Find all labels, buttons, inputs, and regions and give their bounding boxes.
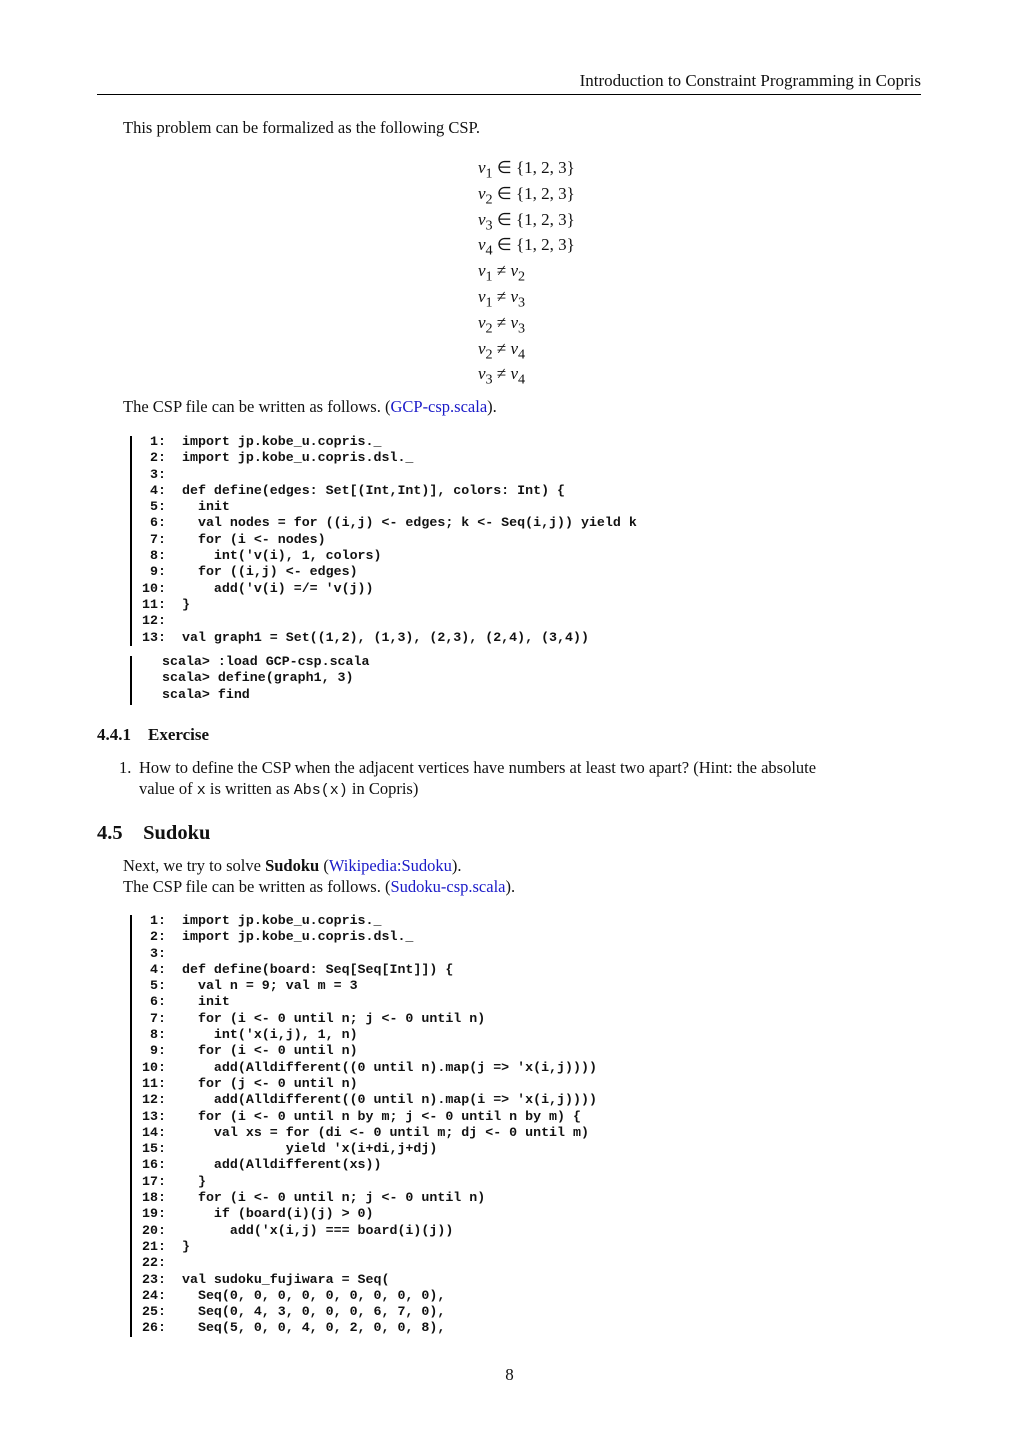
code-line bbox=[130, 1125, 597, 1141]
code-text: val sudoku_fujiwara = Seq( bbox=[182, 1271, 390, 1287]
csp-token: v bbox=[478, 312, 486, 332]
code-line bbox=[130, 946, 597, 962]
gcp-code-listing bbox=[130, 434, 637, 646]
line-number: 1: bbox=[150, 434, 166, 449]
code-text: for ((i,j) <- edges) bbox=[182, 564, 358, 580]
code-line bbox=[130, 1288, 597, 1304]
code-text: import jp.kobe_u.copris._ bbox=[182, 434, 382, 449]
code-text: } bbox=[182, 1173, 206, 1189]
code-line bbox=[130, 929, 597, 945]
line-number: 25: bbox=[142, 1304, 166, 1320]
code-text: init bbox=[182, 994, 230, 1010]
line-number: 13: bbox=[142, 629, 166, 645]
line-number: 20: bbox=[142, 1222, 166, 1238]
line-number: 4: bbox=[150, 961, 166, 977]
page-number: 8 bbox=[505, 1365, 514, 1384]
line-number: 2: bbox=[150, 450, 166, 466]
line-number: 26: bbox=[142, 1320, 166, 1336]
code-text bbox=[172, 467, 182, 483]
code-line bbox=[130, 1223, 597, 1239]
csp-token: v bbox=[478, 286, 486, 306]
code-line bbox=[130, 978, 597, 994]
code-text: Seq(0, 0, 0, 0, 0, 0, 0, 0, 0), bbox=[182, 1287, 446, 1303]
gcp-intro-end: ). bbox=[487, 397, 497, 416]
gcp-intro-text: The CSP file can be written as follows. ( bbox=[123, 397, 391, 416]
line-number: 16: bbox=[142, 1157, 166, 1173]
code-text bbox=[172, 946, 182, 962]
running-header: Introduction to Constraint Programming in Copris bbox=[97, 71, 921, 95]
csp-token: v bbox=[478, 209, 486, 229]
csp-token: 4 bbox=[518, 345, 526, 362]
code-text: def define(edges: Set[(Int,Int)], colors: Int) { bbox=[182, 482, 566, 498]
code-line bbox=[130, 1239, 597, 1255]
exercise-item-text-end: in Copris) bbox=[347, 779, 419, 798]
code-text: add('x(i,j) === board(i)(j)) bbox=[182, 1222, 454, 1238]
line-number: 7: bbox=[150, 1010, 166, 1026]
line-number: 10: bbox=[142, 1059, 166, 1075]
sudoku-line2-text: The CSP file can be written as follows. ( bbox=[123, 877, 391, 896]
code-line bbox=[130, 483, 637, 499]
line-number: 21: bbox=[142, 1238, 166, 1254]
code-line bbox=[130, 548, 637, 564]
line-number: 11: bbox=[142, 596, 166, 612]
csp-token: 2 bbox=[485, 191, 493, 208]
code-line bbox=[130, 1272, 597, 1288]
csp-constraint-line bbox=[478, 181, 575, 207]
code-text: init bbox=[182, 499, 230, 515]
code-text: Seq(0, 4, 3, 0, 0, 0, 6, 7, 0), bbox=[182, 1304, 446, 1320]
sudoku-line1-paren: ( bbox=[319, 856, 329, 875]
inline-code-abs: Abs(x) bbox=[293, 782, 348, 799]
code-text: import jp.kobe_u.copris.dsl._ bbox=[182, 450, 414, 466]
line-number: 8: bbox=[150, 1027, 166, 1043]
wikipedia-sudoku-link[interactable]: Wikipedia:Sudoku bbox=[328, 856, 452, 875]
code-line bbox=[130, 1011, 597, 1027]
code-line bbox=[130, 630, 637, 646]
code-margin-bar bbox=[130, 915, 132, 1337]
csp-token: ≠ bbox=[492, 286, 511, 306]
code-text: add(Alldifferent((0 until n).map(j => 'x(i,j)))) bbox=[182, 1059, 597, 1075]
csp-token: v bbox=[478, 364, 486, 384]
exercise-item bbox=[119, 758, 921, 799]
code-line bbox=[130, 1076, 597, 1092]
csp-token: ≠ bbox=[492, 364, 511, 384]
csp-constraint-line bbox=[478, 258, 575, 284]
csp-token: v bbox=[478, 338, 486, 358]
sudoku-section-number: 4.5 bbox=[97, 822, 123, 844]
code-text: yield 'x(i+di,j+dj) bbox=[182, 1141, 438, 1157]
csp-token: v bbox=[478, 158, 486, 177]
csp-constraint-line bbox=[478, 155, 575, 181]
line-number: 23: bbox=[142, 1271, 166, 1287]
code-line bbox=[130, 1043, 597, 1059]
code-text: for (i <- 0 until n) bbox=[182, 1043, 358, 1059]
exercise-item-text: How to define the CSP when the adjacent vertices have numbers at least two apart? (Hint: the absolute bbox=[139, 758, 817, 777]
csp-token: 4 bbox=[485, 242, 493, 259]
code-text: } bbox=[182, 1238, 190, 1254]
line-number: 9: bbox=[150, 1043, 166, 1059]
sudoku-section-title: Sudoku bbox=[143, 822, 211, 844]
code-text: } bbox=[182, 596, 190, 612]
repl-margin-bar bbox=[130, 656, 132, 705]
line-number: 6: bbox=[150, 515, 166, 531]
code-text: int('x(i,j), 1, n) bbox=[182, 1027, 358, 1043]
csp-token: {1, 2, 3} bbox=[515, 209, 575, 229]
exercise-title: Exercise bbox=[148, 725, 210, 744]
repl-line: scala> define(graph1, 3) bbox=[162, 670, 354, 686]
csp-token: 1 bbox=[485, 165, 493, 182]
gcp-csp-link[interactable]: GCP-csp.scala bbox=[390, 397, 488, 416]
line-number: 10: bbox=[142, 580, 166, 596]
code-text bbox=[172, 1255, 182, 1271]
repl-line: scala> find bbox=[162, 686, 250, 702]
code-line bbox=[130, 1141, 597, 1157]
line-number: 12: bbox=[142, 1092, 166, 1108]
sudoku-code-listing bbox=[130, 913, 597, 1337]
csp-token: ∈ bbox=[492, 158, 516, 177]
code-text: for (i <- 0 until n; j <- 0 until n) bbox=[182, 1190, 486, 1206]
code-line bbox=[130, 581, 637, 597]
csp-token: ∈ bbox=[492, 183, 516, 203]
code-line bbox=[130, 1092, 597, 1108]
csp-token: v bbox=[478, 183, 486, 203]
code-line bbox=[130, 1304, 597, 1320]
sudoku-line1-end: ). bbox=[451, 856, 462, 875]
code-line bbox=[130, 1027, 597, 1043]
line-number: 22: bbox=[142, 1255, 166, 1271]
sudoku-line1-text: Next, we try to solve bbox=[123, 856, 266, 875]
code-text: import jp.kobe_u.copris._ bbox=[182, 913, 382, 928]
line-number: 2: bbox=[150, 929, 166, 945]
code-line bbox=[130, 467, 637, 483]
line-number: 7: bbox=[150, 531, 166, 547]
code-text: val nodes = for ((i,j) <- edges; k <- Seq(i,j)) yield k bbox=[182, 515, 637, 531]
csp-token: 2 bbox=[518, 268, 526, 285]
sudoku-intro-line1 bbox=[123, 856, 462, 876]
line-number: 5: bbox=[150, 978, 166, 994]
csp-token: v bbox=[510, 364, 519, 384]
inline-code-x: x bbox=[196, 782, 206, 799]
csp-token: ∈ bbox=[492, 235, 516, 255]
code-line bbox=[130, 994, 597, 1010]
csp-constraint-line bbox=[478, 284, 575, 310]
line-number: 19: bbox=[142, 1206, 166, 1222]
code-line bbox=[130, 1206, 597, 1222]
code-line bbox=[130, 450, 637, 466]
code-line bbox=[130, 1174, 597, 1190]
code-line bbox=[130, 1060, 597, 1076]
line-number: 6: bbox=[150, 994, 166, 1010]
code-line bbox=[130, 962, 597, 978]
csp-token: ≠ bbox=[492, 261, 511, 281]
line-number: 8: bbox=[150, 548, 166, 564]
line-number: 14: bbox=[142, 1124, 166, 1140]
csp-token: 2 bbox=[485, 345, 493, 362]
gcp-intro-paragraph bbox=[123, 397, 497, 417]
intro-paragraph: This problem can be formalized as the following CSP. bbox=[123, 118, 480, 137]
csp-constraint-line bbox=[478, 232, 575, 258]
line-number: 12: bbox=[142, 613, 166, 629]
exercise-item-number: 1. bbox=[119, 758, 132, 777]
csp-constraint-line bbox=[478, 336, 575, 362]
csp-token: 3 bbox=[518, 320, 526, 337]
code-text: int('v(i), 1, colors) bbox=[182, 548, 382, 564]
csp-token: v bbox=[510, 286, 519, 306]
csp-token: 1 bbox=[485, 294, 493, 311]
sudoku-intro-line2 bbox=[123, 877, 515, 897]
line-number: 3: bbox=[150, 466, 166, 482]
csp-token: ∈ bbox=[492, 209, 516, 229]
code-text: for (i <- nodes) bbox=[182, 531, 326, 547]
csp-token: 1 bbox=[485, 268, 493, 285]
csp-token: 3 bbox=[485, 371, 493, 388]
code-line bbox=[130, 1320, 597, 1336]
code-line bbox=[130, 1157, 597, 1173]
csp-token: v bbox=[478, 235, 486, 255]
line-number: 15: bbox=[142, 1141, 166, 1157]
code-line bbox=[130, 1109, 597, 1125]
code-line bbox=[130, 913, 597, 929]
code-line bbox=[130, 499, 637, 515]
repl-line: scala> :load GCP-csp.scala bbox=[162, 654, 370, 669]
csp-constraint-line bbox=[478, 310, 575, 336]
code-text bbox=[172, 613, 182, 629]
code-line bbox=[130, 597, 637, 613]
code-text: val n = 9; val m = 3 bbox=[182, 978, 358, 994]
exercise-item-text-cont: value of bbox=[139, 779, 197, 798]
csp-token: v bbox=[510, 338, 519, 358]
csp-token: 3 bbox=[485, 216, 493, 233]
sudoku-csp-link[interactable]: Sudoku-csp.scala bbox=[390, 877, 506, 896]
code-line bbox=[130, 613, 637, 629]
gcp-repl-session bbox=[130, 654, 369, 703]
code-text: for (j <- 0 until n) bbox=[182, 1075, 358, 1091]
line-number: 9: bbox=[150, 564, 166, 580]
csp-token: v bbox=[478, 261, 486, 281]
sudoku-line2-end: ). bbox=[505, 877, 516, 896]
csp-token: v bbox=[510, 312, 519, 332]
line-number: 4: bbox=[150, 482, 166, 498]
code-text: add(Alldifferent((0 until n).map(i => 'x(i,j)))) bbox=[182, 1092, 597, 1108]
csp-token: 4 bbox=[518, 371, 526, 388]
code-text: add('v(i) =/= 'v(j)) bbox=[182, 580, 374, 596]
code-text: import jp.kobe_u.copris.dsl._ bbox=[182, 929, 414, 945]
csp-formula-block bbox=[478, 155, 575, 387]
sudoku-section-heading bbox=[97, 822, 210, 845]
csp-constraint-line bbox=[478, 207, 575, 233]
code-line bbox=[130, 515, 637, 531]
csp-constraint-line bbox=[478, 361, 575, 387]
line-number: 5: bbox=[150, 499, 166, 515]
code-text: for (i <- 0 until n; j <- 0 until n) bbox=[182, 1010, 486, 1026]
line-number: 17: bbox=[142, 1173, 166, 1189]
csp-token: ≠ bbox=[492, 312, 511, 332]
exercise-item-text-cont2: is written as bbox=[205, 779, 294, 798]
code-text: val xs = for (di <- 0 until m; dj <- 0 until m) bbox=[182, 1124, 589, 1140]
code-text: add(Alldifferent(xs)) bbox=[182, 1157, 382, 1173]
line-number: 24: bbox=[142, 1287, 166, 1303]
code-line bbox=[130, 564, 637, 580]
code-text: for (i <- 0 until n by m; j <- 0 until n by m) { bbox=[182, 1108, 581, 1124]
csp-token: v bbox=[510, 261, 519, 281]
csp-token: {1, 2, 3} bbox=[515, 183, 575, 203]
code-text: def define(board: Seq[Seq[Int]]) { bbox=[182, 961, 454, 977]
csp-token: {1, 2, 3} bbox=[515, 158, 575, 177]
line-number: 11: bbox=[142, 1075, 166, 1091]
csp-token: 2 bbox=[485, 320, 493, 337]
code-line bbox=[130, 1255, 597, 1271]
code-line bbox=[130, 434, 637, 450]
sudoku-bold-term: Sudoku bbox=[265, 856, 320, 875]
csp-token: {1, 2, 3} bbox=[515, 235, 575, 255]
line-number: 18: bbox=[142, 1190, 166, 1206]
code-line bbox=[130, 532, 637, 548]
code-line bbox=[130, 1190, 597, 1206]
line-number: 1: bbox=[150, 913, 166, 928]
exercise-heading bbox=[97, 725, 209, 745]
csp-token: 3 bbox=[518, 294, 526, 311]
line-number: 3: bbox=[150, 945, 166, 961]
code-text: Seq(5, 0, 0, 4, 0, 2, 0, 0, 8), bbox=[182, 1320, 446, 1336]
code-margin-bar bbox=[130, 436, 132, 646]
csp-token: ≠ bbox=[492, 338, 511, 358]
code-text: if (board(i)(j) > 0) bbox=[182, 1206, 374, 1222]
line-number: 13: bbox=[142, 1108, 166, 1124]
exercise-number: 4.4.1 bbox=[97, 725, 131, 744]
code-text: val graph1 = Set((1,2), (1,3), (2,3), (2,4), (3,4)) bbox=[182, 629, 589, 645]
